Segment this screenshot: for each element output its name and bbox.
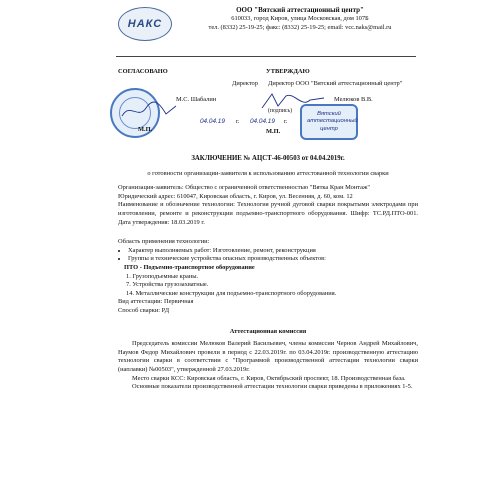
appendix-note: Основные показатели производственной аттестации технологии сварки приведены в приложениях 1-5. [132,383,413,391]
right-name: Мелюков В.В. [334,96,373,103]
left-name: М.С. Шабалин [176,96,217,103]
technology-name: Наименование и обозначение технологии: Технология ручной дуговой сварки покрытыми электродами при изготовлении, ремонте и реконструкции подъемно-транспортного оборудования. Шифр: ТС.РД.ПТО-001. Дата утверждения: 18.03.2019 г. [118,201,418,226]
approved-label: УТВЕРЖДАЮ [266,68,310,75]
letterhead [180,6,420,33]
left-signature [120,100,180,122]
scope-bullet: • Группы и технические устройства опасных производственных объектов: [128,255,418,264]
scope-item: 14. Металлические конструкции для подъемно-транспортного оборудования. [126,289,337,297]
right-mp: М.П. [266,128,281,135]
scope-block [118,238,418,316]
group-title: ПТО - Подъемно-транспортное оборудование [124,263,255,271]
commission-heading: Аттестационная комиссия [229,328,307,335]
scope-item: 1. Грузоподъемные краны. [126,272,199,280]
left-date: 04.04.19 [200,118,225,125]
org-name: ООО "Вятский аттестационный центр" [236,6,364,14]
header-divider [116,56,416,57]
applicant-line: Организация-заявитель: Общество с ограниченной ответственностью "Вятка Кран Монтаж" [118,184,370,191]
applicant-block [118,184,418,227]
org-contacts: тел. (8332) 25-19-25; факс: (8332) 25-19-25; email: vcc.naks@mail.ru [208,24,392,32]
commission-paragraph: Председатель комиссии Мелюков Валерий Васильевич, члены комиссии Чернов Андрей Михайлович, Наумов Федор Михайлович провели в период с 22.03.2019г. по 03.04.2019г. производственную аттестацию технологии сварки в соответствии с "Программой производственной аттестации технологии сварки (наплавки) №00503", утвержденной 27.03.2019г. [118,340,418,373]
org-address: 610033, город Киров, улица Московская, дом 107Б [231,15,369,23]
scope-heading: Область применения технологии: [118,238,210,245]
weld-location: Место сварки КСС: Кировская область, г. Киров, Октябрьский проспект, 18. Производственная база. [132,374,406,382]
cert-type: Вид аттестации: Первичная [118,298,194,306]
scope-bullet: • Характер выполняемых работ: Изготовление, ремонт, реконструкция [128,247,418,256]
document-subtitle: о готовности организации-заявителя к использованию аттестованной технологии сварки [147,170,389,177]
document-title: ЗАКЛЮЧЕНИЕ № АЦСТ-46-00503 от 04.04.2019г. [191,155,345,162]
weld-method: Способ сварки: РД [118,307,170,315]
agreed-label: СОГЛАСОВАНО [118,68,168,75]
commission-block [118,340,418,392]
director-org: Директор ООО "Вятский аттестационный центр" [268,80,403,87]
naks-logo: НАКС [118,7,172,41]
right-date: 04.04.19 [250,118,275,125]
signature-caption: (подпись) [268,108,293,114]
scope-item: 7. Устройства грузозахватные. [126,281,209,289]
director-label: Директор [232,80,258,87]
left-mp: М.П. [138,126,153,133]
right-stamp: Вятский аттестационный центр [300,104,358,140]
applicant-address: Юридический адрес: 610047, Кировская область, г. Киров, ул. Весенняя, д. 60, ком. 12 [118,192,353,200]
